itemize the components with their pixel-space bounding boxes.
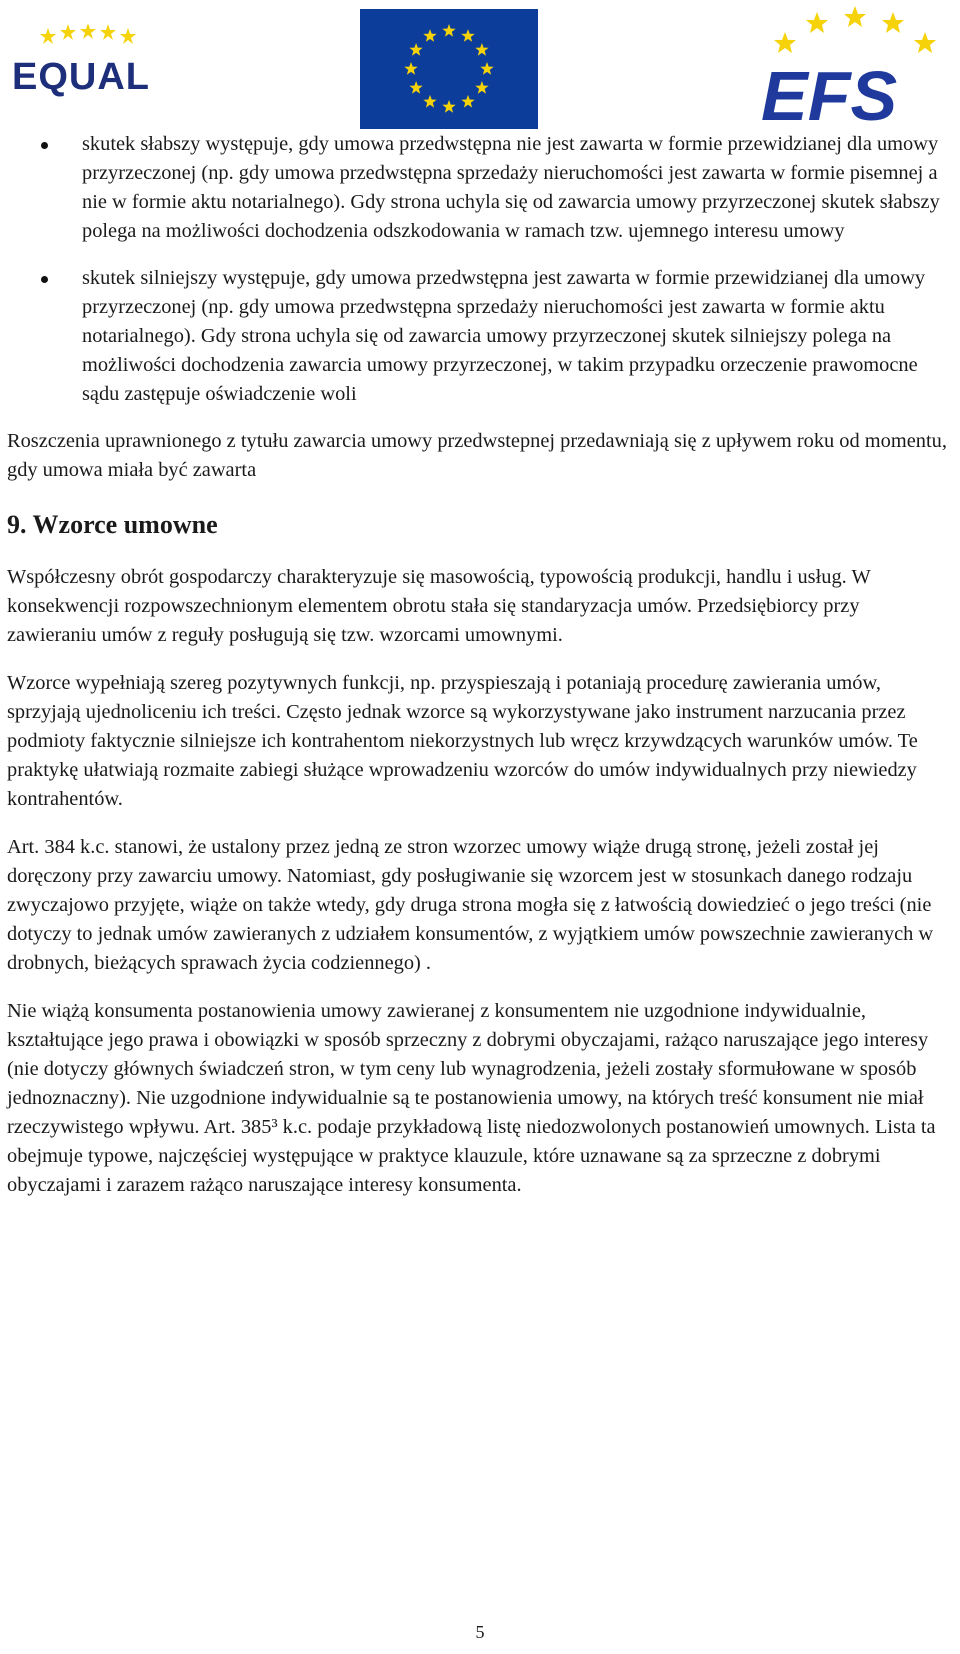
efs-logo-text: EFS	[761, 57, 898, 130]
bullet-text: skutek słabszy występuje, gdy umowa przedwstępna nie jest zawarta w formie przewidzianej dla umowy przyrzeczonej (np. gdy umowa przedwstępna sprzedaży nieruchomości jest zawarta w formie pisemnej a nie w formie aktu notarialnego). Gdy strona uchyla się od zawarcia umowy przyrzeczonej skutek słabszy polega na możliwości dochodzenia odszkodowania w ramach tzw. ujemnego interesu umowy	[82, 133, 940, 242]
eu-star-icon	[409, 43, 422, 56]
eu-star-icon	[423, 29, 436, 42]
eu-star-icon	[461, 29, 474, 42]
eu-flag-logo	[360, 9, 538, 129]
eu-star-icon	[480, 62, 493, 75]
equal-logo-text: EQUAL	[12, 56, 150, 98]
eu-stars-icon	[360, 9, 538, 129]
section-heading: 9. Wzorce umowne	[7, 510, 218, 539]
equal-logo	[8, 20, 168, 100]
eu-star-icon	[475, 81, 488, 94]
document-body	[7, 130, 952, 1219]
paragraph-standardization: Współczesny obrót gospodarczy charakteryzuje się masowością, typowością produkcji, handlu i usług. W konsekwencji rozpowszechnionym elementem obrotu stała się standaryzacja umów. Przedsiębiorcy przy zawieraniu umów z reguły posługują się tzw. wzorcami umownymi.	[7, 566, 871, 646]
bullet-text: skutek silniejszy występuje, gdy umowa przedwstępna jest zawarta w formie przewidzianej dla umowy przyrzeczonej (np. gdy umowa przedwstępna sprzedaży nieruchomości jest zawarta w formie aktu notarialnego). Gdy strona uchyla się od zawarcia umowy przyrzeczonej skutek silniejszy polega na możliwości dochodzenia zawarcia umowy przyrzeczonej, w takim przypadku orzeczenie prawomocne sądu zastępuje oświadczenie woli	[82, 267, 926, 405]
paragraph-art-384: Art. 384 k.c. stanowi, że ustalony przez jedną ze stron wzorzec umowy wiąże drugą stronę, jeżeli został jej doręczony przy zawarciu umowy. Natomiast, gdy posługiwanie się wzorcem jest w stosunkach danego rodzaju zwyczajowo przyjęte, wiąże on także wtedy, gdy druga strona mogła się z łatwością dowiedzieć o jego treści (nie dotyczy to jednak umów zawieranych z udziałem konsumentów, z wyjątkiem umów powszechnie zawieranych w drobnych, bieżących sprawach życia codziennego) .	[7, 836, 934, 974]
eu-star-icon	[475, 43, 488, 56]
bullet-dot-icon	[41, 276, 48, 283]
efs-logo-icon	[755, 2, 945, 130]
claims-paragraph: Roszczenia uprawnionego z tytułu zawarcia umowy przedwstepnej przedawniają się z upływem roku od momentu, gdy umowa miała być zawarta	[7, 430, 947, 481]
page-number: 5	[475, 1622, 485, 1642]
eu-star-icon	[404, 62, 417, 75]
bullet-item-weak-effect	[7, 130, 952, 246]
eu-star-icon	[442, 100, 455, 113]
paragraph-consumer: Nie wiążą konsumenta postanowienia umowy zawieranej z konsumentem nie uzgodnione indywidualnie, kształtujące jego prawa i obowiązki w sposób sprzeczny z dobrymi obyczajami, rażąco naruszające jego interesy (nie dotyczy głównych świadczeń stron, w tym ceny lub wynagrodzenia, jeżeli zostały sformułowane w sposób jednoznaczny). Nie uzgodnione indywidualnie są te postanowienia umowy, na których treść konsument nie miał rzeczywistego wpływu. Art. 385³ k.c. podaje przykładową listę niedozwolonych postanowień umownych. Lista ta obejmuje typowe, najczęściej występujące w praktyce klauzule, które uznawane są za sprzeczne z dobrymi obyczajami i zarazem rażąco naruszające interesy konsumenta.	[7, 1000, 936, 1196]
page-header	[0, 0, 960, 130]
eu-star-icon	[423, 95, 436, 108]
eu-star-icon	[461, 95, 474, 108]
bullet-item-strong-effect	[7, 264, 952, 409]
efs-logo	[755, 2, 945, 130]
eu-star-icon	[442, 24, 455, 37]
eu-star-icon	[409, 81, 422, 94]
bullet-list	[7, 130, 952, 409]
bullet-dot-icon	[41, 142, 48, 149]
paragraph-functions: Wzorce wypełniają szereg pozytywnych funkcji, np. przyspieszają i potaniają procedurę zawierania umów, sprzyjają ujednoliceniu ich treści. Często jednak wzorce są wykorzystywane jako instrument narzucania przez podmioty faktycznie silniejsze ich kontrahentom niekorzystnych lub wręcz krzywdzących warunków umów. Te praktykę ułatwiają rozmaite zabiegi służące wprowadzeniu wzorców do umów indywidualnych przy niewiedzy kontrahentów.	[7, 672, 918, 810]
